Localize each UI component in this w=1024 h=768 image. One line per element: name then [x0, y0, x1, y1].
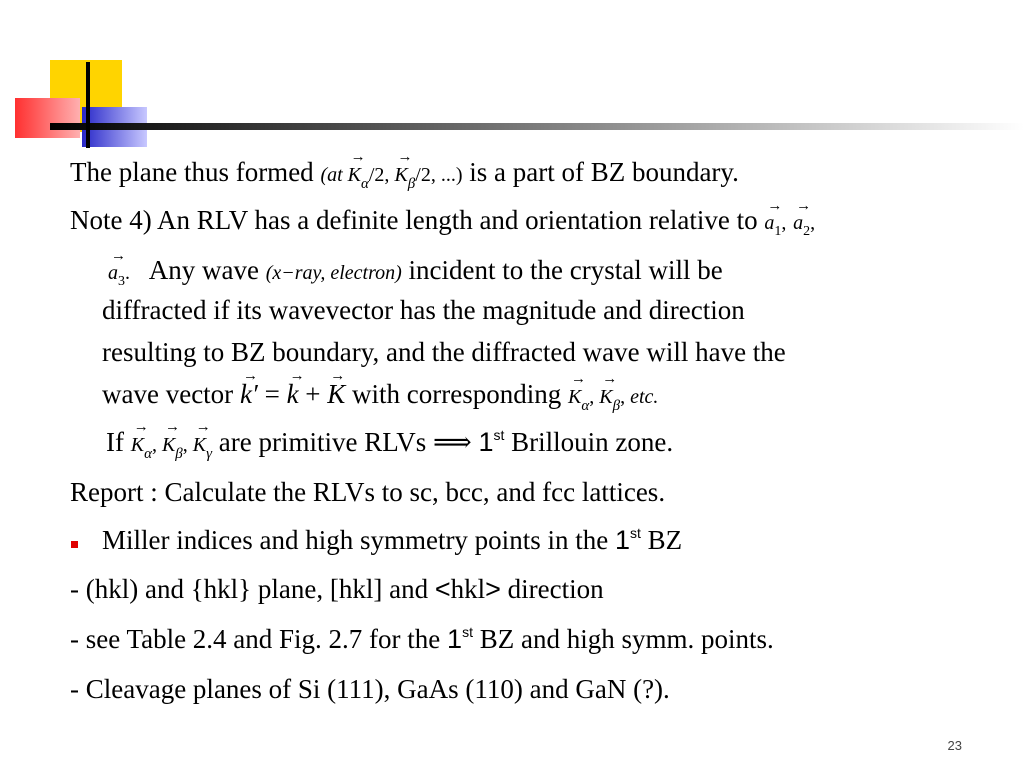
- vertical-bar: [86, 62, 90, 148]
- line-wave-vector: wave vector → k′ = → k + → K with corresponding → $K_\alpha$, → $K_\beta$, etc.: [102, 378, 658, 422]
- red-square: [15, 98, 80, 138]
- k-vector: → k: [287, 378, 299, 410]
- K-vector: → K: [394, 159, 407, 191]
- K-vector: → K: [327, 378, 345, 410]
- K-alpha-vector: → K: [568, 381, 581, 413]
- a1-vector: → a: [764, 207, 774, 239]
- implies-arrow: ⟹: [433, 427, 472, 457]
- line-note4: Note 4) An RLV has a definite length and orientation relative to → $a_1$, → $a_2$,: [70, 204, 815, 248]
- line-hkl: - (hkl) and {hkl} plane, [hkl] and <hkl> direction: [70, 574, 604, 604]
- corner-decoration: [0, 0, 1024, 160]
- line-see-table: - see Table 2.4 and Fig. 2.7 for the 1st BZ and high symm. points.: [70, 624, 774, 654]
- K-gamma-vector: → K: [193, 429, 206, 461]
- a3-vector: → a: [108, 257, 118, 289]
- line-cleavage: - Cleavage planes of Si (111), GaAs (110) and GaN (?).: [70, 674, 670, 704]
- K-beta-vector: → K: [162, 429, 175, 461]
- horizontal-bar: [50, 123, 1024, 130]
- line-resulting: resulting to BZ boundary, and the diffracted wave will have the: [102, 337, 786, 367]
- a2-vector: → a: [793, 207, 803, 239]
- line-report: Report : Calculate the RLVs to sc, bcc, and fcc lattices.: [70, 477, 666, 507]
- K-beta-vector: → K: [599, 381, 612, 413]
- K-alpha-vector: → K: [131, 429, 144, 461]
- k-prime-vector: → k′: [240, 378, 258, 410]
- page-number: 23: [947, 738, 962, 753]
- line-diffracted: diffracted if its wavevector has the magnitude and direction: [102, 295, 745, 325]
- line-miller: Miller indices and high symmetry points in the 1st BZ: [102, 525, 683, 555]
- line-bz-plane: The plane thus formed ($at \to K_\alpha/2$, → $K_\beta/2$, ...) is a part of BZ boundary.: [70, 156, 739, 200]
- line-primitive-rlvs: $If \to K_\alpha$, → $K_\beta$, → $K_\gamma$ are primitive RLVs ⟹ 1st Brillouin zone.: [106, 426, 673, 470]
- K-vector: → K: [348, 159, 361, 191]
- line-any-wave: → $a_3$. Any wave (x−ray, electron) incident to the crystal will be: [108, 254, 723, 298]
- bullet-square: [71, 541, 78, 548]
